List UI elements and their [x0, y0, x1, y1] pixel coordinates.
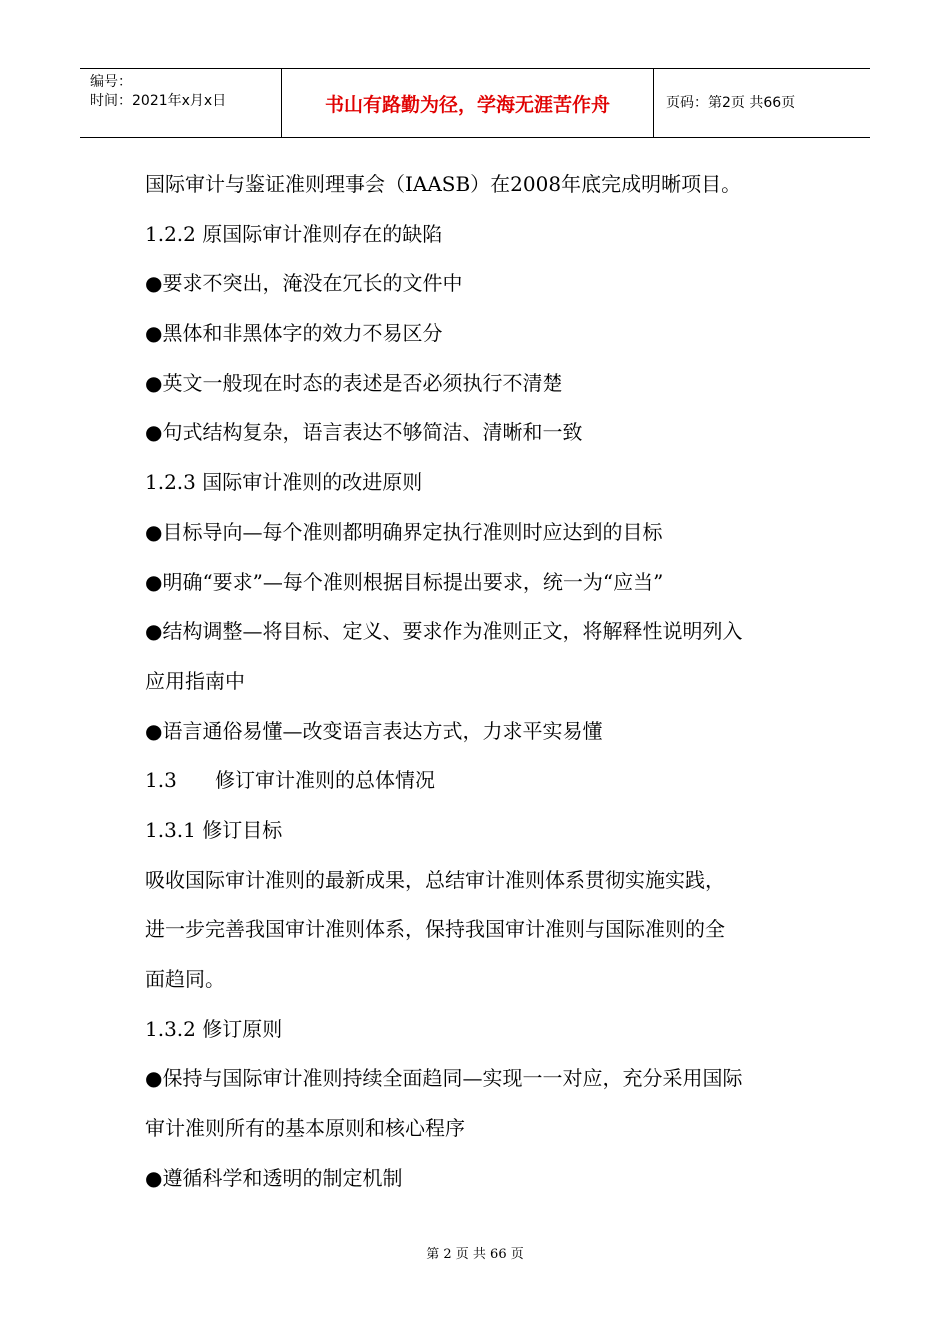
bullet-item: ●遵循科学和透明的制定机制 [145, 1165, 403, 1190]
document-number-label: 编号： [90, 74, 132, 90]
header-motto-cell [282, 69, 654, 137]
body-paragraph: 国际审计与鉴证准则理事会（IAASB）在2008年底完成明晰项目。 [145, 172, 742, 196]
bullet-item: ●明确“要求”—每个准则根据目标提出要求，统一为“应当” [145, 569, 664, 594]
document-body [145, 160, 815, 1203]
header-page-cell [654, 69, 870, 137]
section-heading-1-3: 1.3 修订审计准则的总体情况 [145, 768, 435, 793]
bullet-item: ●英文一般现在时态的表述是否必须执行不清楚 [145, 370, 563, 395]
body-paragraph-continuation: 进一步完善我国审计准则体系，保持我国审计准则与国际准则的全 [145, 917, 725, 942]
bullet-item: ●要求不突出，淹没在冗长的文件中 [145, 271, 463, 296]
page-footer: 第 2 页 共 66 页 [426, 1247, 524, 1262]
document-time-label: 时间：2021年x月x日 [90, 93, 227, 109]
header-motto: 书山有路勤为径，学海无涯苦作舟 [324, 94, 610, 116]
bullet-item-continuation: 应用指南中 [145, 668, 245, 693]
header-page-info: 页码：第2页 共66页 [666, 95, 796, 111]
bullet-item: ●语言通俗易懂—改变语言表达方式，力求平实易懂 [145, 718, 603, 743]
bullet-item: ●保持与国际审计准则持续全面趋同—实现一一对应，充分采用国际 [145, 1066, 743, 1091]
bullet-item: ●句式结构复杂，语言表达不够简洁、清晰和一致 [145, 420, 583, 445]
body-paragraph-continuation: 面趋同。 [145, 967, 225, 991]
bullet-item: ●目标导向—每个准则都明确界定执行准则时应达到的目标 [145, 519, 663, 544]
bullet-item: ●结构调整—将目标、定义、要求作为准则正文，将解释性说明列入 [145, 619, 743, 644]
body-paragraph: 吸收国际审计准则的最新成果，总结审计准则体系贯彻实施实践， [145, 867, 725, 892]
section-heading-1-2-3: 1.2.3 国际审计准则的改进原则 [145, 470, 423, 495]
bullet-item: ●黑体和非黑体字的效力不易区分 [145, 321, 443, 346]
bullet-item-continuation: 审计准则所有的基本原则和核心程序 [145, 1116, 465, 1141]
section-heading-1-3-2: 1.3.2 修订原则 [145, 1016, 283, 1041]
section-heading-1-2-2: 1.2.2 原国际审计准则存在的缺陷 [145, 221, 443, 246]
header-meta-cell [80, 69, 282, 137]
page-header [80, 68, 870, 138]
section-heading-1-3-1: 1.3.1 修订目标 [145, 817, 283, 842]
